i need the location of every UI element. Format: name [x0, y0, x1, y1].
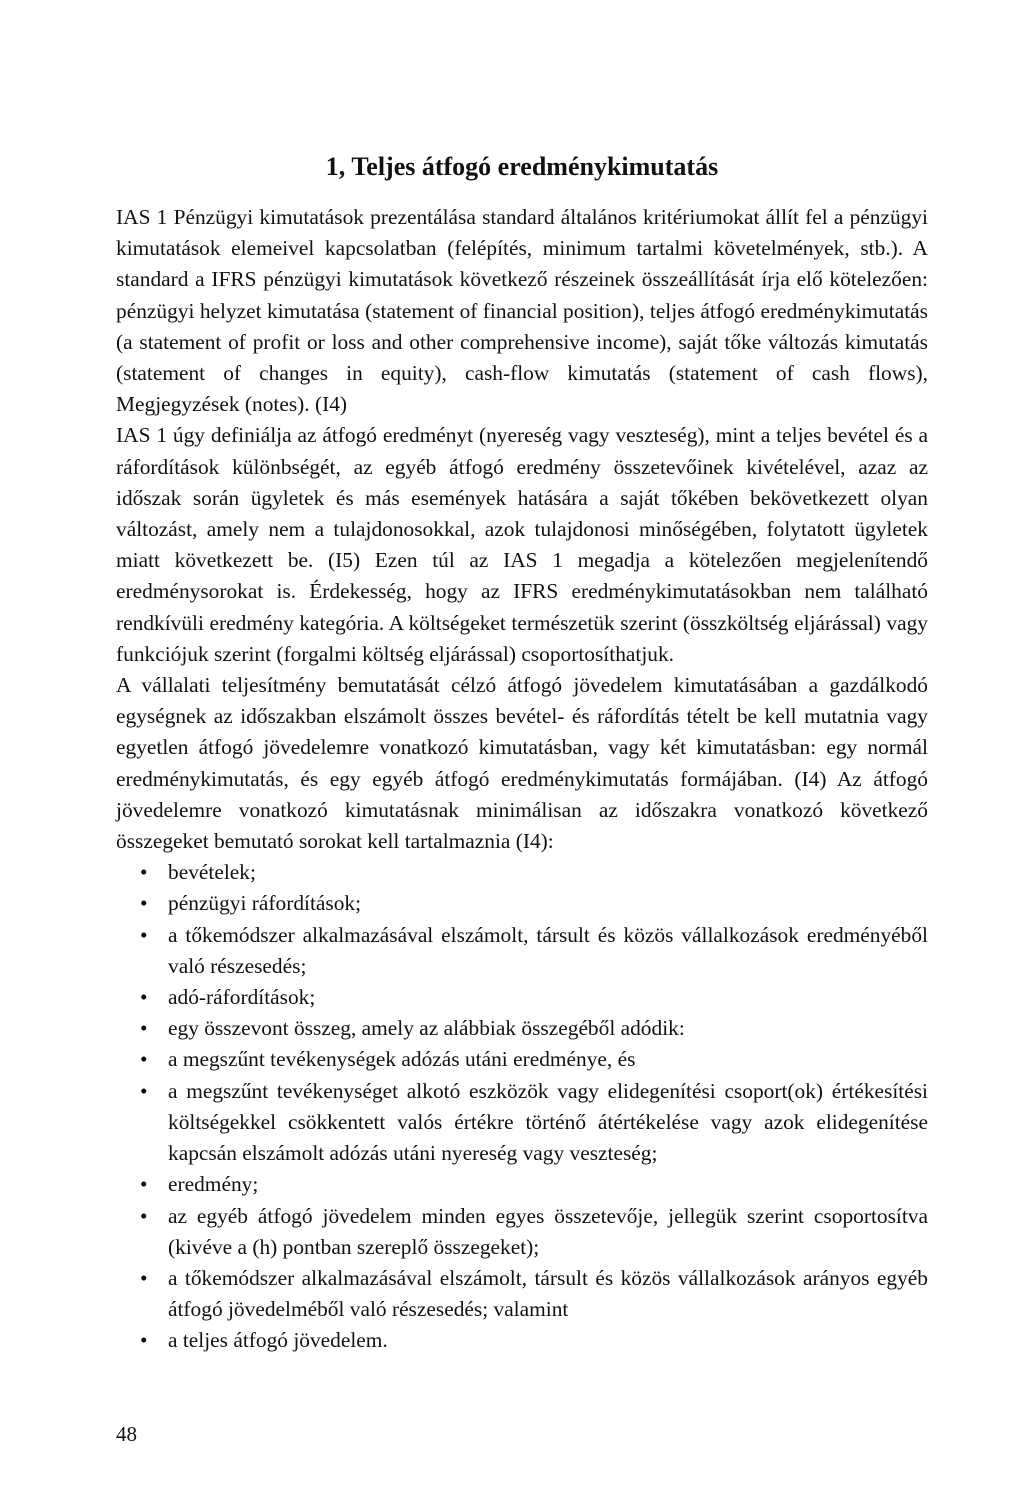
bullet-icon: • [140, 1328, 148, 1353]
list-item-text: pénzügyi ráfordítások; [168, 891, 362, 916]
bullet-icon: • [140, 1265, 148, 1290]
list-item [116, 1076, 928, 1170]
list-item-text: a teljes átfogó jövedelem. [168, 1328, 388, 1353]
list-item-text: a megszűnt tevékenységek adózás utáni eredménye, és [168, 1047, 636, 1072]
list-item [116, 1325, 928, 1356]
body-text [116, 202, 928, 1357]
list-item [116, 982, 928, 1013]
paragraph-3: A vállalati teljesítmény bemutatását célzó átfogó jövedelem kimutatásában a gazdálkodó egységnek az időszakban elszámolt összes bevétel- és ráfordítás tételt be kell mutatnia vagy egyetlen átfogó jövedelemre vonatkozó kimutatásban, vagy két kimutatásban: egy normál eredménykimutatás, és egy egyéb átfogó eredménykimutatás formájában. (I4) Az átfogó jövedelemre vonatkozó kimutatásnak minimálisan az időszakra vonatkozó következő összegeket bemutató sorokat kell tartalmaznia (I4): [116, 673, 928, 854]
bullet-list [116, 857, 928, 1356]
list-item [116, 1044, 928, 1075]
bullet-icon: • [140, 985, 148, 1010]
list-item [116, 857, 928, 888]
bullet-icon: • [140, 1078, 148, 1103]
bullet-icon: • [140, 1203, 148, 1228]
page-title: 1, Teljes átfogó eredménykimutatás [325, 152, 719, 181]
page-number: 48 [116, 1422, 137, 1446]
bullet-icon: • [140, 1047, 148, 1072]
list-item [116, 1169, 928, 1200]
document-page [116, 0, 928, 1489]
list-item-text: a tőkemódszer alkalmazásával elszámolt, társult és közös vállalkozások arányos egyéb átfogó jövedelméből való részesedés; valamint [168, 1265, 928, 1322]
list-item-text: az egyéb átfogó jövedelem minden egyes összetevője, jellegük szerint csoportosítva (kivéve a (h) pontban szereplő összegeket); [168, 1203, 928, 1259]
bullet-icon: • [140, 922, 148, 947]
bullet-icon: • [140, 860, 148, 885]
list-item-text: eredmény; [168, 1172, 259, 1197]
bullet-icon: • [140, 1172, 148, 1197]
list-item-text: a megszűnt tevékenységet alkotó eszközök vagy elidegenítési csoport(ok) értékesítési költségekkel csökkentett valós értékre történő átértékelése vagy azok elidegenítése kapcsán elszámolt adózás utáni nyereség vagy veszteség; [168, 1078, 928, 1166]
paragraph-2: IAS 1 úgy definiálja az átfogó eredményt (nyereség vagy veszteség), mint a teljes bevétel és a ráfordítások különbségét, az egyéb átfogó eredmény összetevőinek kivételével, azaz az időszak során ügyletek és más események hatására a saját tőkében bekövetkezett olyan változást, amely nem a tulajdonosokkal, azok tulajdonosi minőségében, folytatott ügyletek miatt következett be. (I5) Ezen túl az IAS 1 megadja a kötelezően megjelenítendő eredménysorokat is. Érdekesség, hogy az IFRS eredménykimutatásokban nem található rendkívüli eredmény kategória. A költségeket természetük szerint (összköltség eljárással) vagy funkciójuk szerint (forgalmi költség eljárással) csoportosíthatjuk. [116, 423, 928, 666]
list-item-text: egy összevont összeg, amely az alábbiak összegéből adódik: [168, 1016, 685, 1041]
paragraph-1: IAS 1 Pénzügyi kimutatások prezentálása standard általános kritériumokat állít fel a pénzügyi kimutatások elemeivel kapcsolatban (felépítés, minimum tartalmi követelmények, stb.). A standard a IFRS pénzügyi kimutatások következő részeinek összeállítását írja elő kötelezően: pénzügyi helyzet kimutatása (statement of financial position), teljes átfogó eredménykimutatás (a statement of profit or loss and other comprehensive income), saját tőke változás kimutatás (statement of changes in equity), cash-flow kimutatás (statement of cash flows), Megjegyzések (notes). (I4) [116, 205, 928, 417]
list-item [116, 920, 928, 982]
list-item [116, 1201, 928, 1263]
list-item-text: adó-ráfordítások; [168, 985, 316, 1010]
bullet-icon: • [140, 891, 148, 916]
list-item-text: a tőkemódszer alkalmazásával elszámolt, társult és közös vállalkozások eredményéből való részesedés; [168, 922, 928, 978]
list-item-text: bevételek; [168, 860, 256, 885]
list-item [116, 1013, 928, 1044]
bullet-icon: • [140, 1016, 148, 1041]
list-item [116, 888, 928, 919]
list-item [116, 1263, 928, 1325]
